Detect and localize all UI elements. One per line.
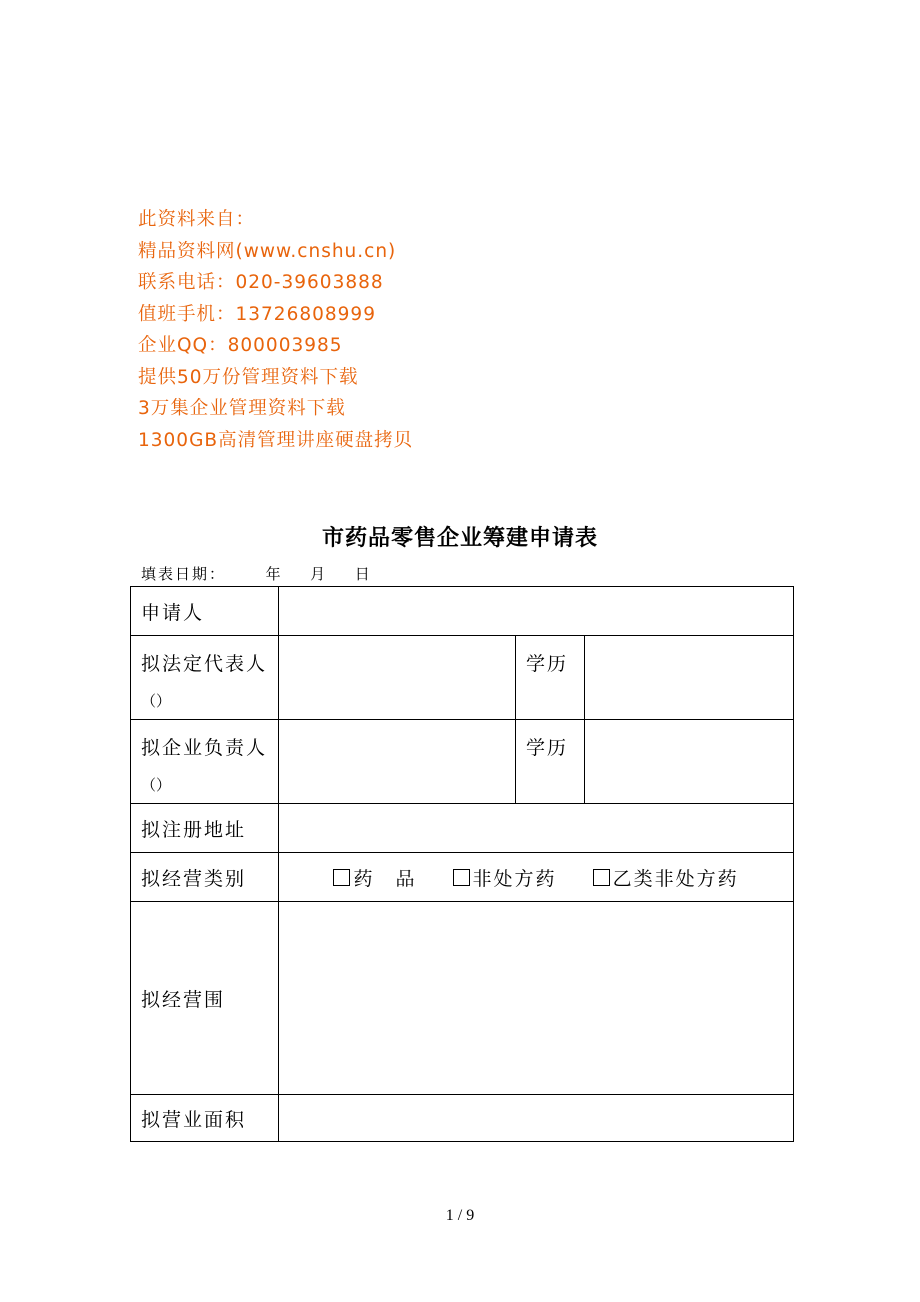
table-row xyxy=(131,636,794,720)
table-row xyxy=(131,720,794,804)
checkbox-icon[interactable] xyxy=(453,869,470,886)
legal-rep-education-field[interactable] xyxy=(585,636,794,720)
promo-line: 提供50万份管理资料下载 xyxy=(138,366,359,388)
manager-field[interactable] xyxy=(279,720,516,804)
checkbox-icon[interactable] xyxy=(593,869,610,886)
table-row xyxy=(131,902,794,1095)
promo-line: 1300GB高清管理讲座硬盘拷贝 xyxy=(138,429,414,451)
scope-label: 拟经营围 xyxy=(131,902,279,1095)
address-field[interactable] xyxy=(279,804,794,853)
application-form-table xyxy=(130,586,794,1142)
fill-date-line xyxy=(141,563,372,584)
date-day: 日 xyxy=(354,565,372,583)
education-label-cell xyxy=(516,720,585,804)
legal-rep-paren: （） xyxy=(141,692,172,710)
promo-line: 联系电话：020-39603888 xyxy=(138,272,384,293)
date-label: 填表日期： xyxy=(141,565,227,583)
category-option-class-b-otc[interactable] xyxy=(593,864,739,891)
document-title: 市药品零售企业筹建申请表 xyxy=(321,525,598,551)
manager-label: 拟企业负责人 xyxy=(141,737,268,759)
area-label: 拟营业面积 xyxy=(131,1095,279,1142)
category-option-otc[interactable] xyxy=(453,864,557,891)
manager-label-cell xyxy=(131,720,279,804)
area-field[interactable] xyxy=(279,1095,794,1142)
date-month: 月 xyxy=(310,565,328,583)
table-row xyxy=(131,587,794,636)
promo-block xyxy=(138,204,413,456)
category-options xyxy=(279,853,794,902)
education-label-cell xyxy=(516,636,585,720)
option-label: 药 品 xyxy=(353,867,417,890)
page-number: 1 / 9 xyxy=(445,1207,475,1224)
legal-rep-label-cell xyxy=(131,636,279,720)
table-row xyxy=(131,1095,794,1142)
legal-rep-label: 拟法定代表人 xyxy=(141,653,268,675)
option-label: 非处方药 xyxy=(472,867,557,890)
checkbox-icon[interactable] xyxy=(333,869,350,886)
applicant-label: 申请人 xyxy=(131,587,279,636)
promo-line: 值班手机：13726808999 xyxy=(138,303,376,325)
scope-field[interactable] xyxy=(279,902,794,1095)
address-label: 拟注册地址 xyxy=(131,804,279,853)
promo-line: 企业QQ：800003985 xyxy=(138,335,343,356)
date-year: 年 xyxy=(265,565,283,583)
legal-rep-field[interactable] xyxy=(279,636,516,720)
education-label: 学历 xyxy=(526,653,569,675)
option-label: 乙类非处方药 xyxy=(612,867,739,890)
promo-line: 精品资料网(www.cnshu.cn) xyxy=(138,240,397,262)
category-option-drugs[interactable] xyxy=(333,864,416,891)
table-row xyxy=(131,804,794,853)
promo-line: 此资料来自： xyxy=(138,209,256,230)
applicant-field[interactable] xyxy=(279,587,794,636)
manager-education-field[interactable] xyxy=(585,720,794,804)
promo-line: 3万集企业管理资料下载 xyxy=(138,398,346,419)
education-label: 学历 xyxy=(526,737,569,759)
manager-paren: （） xyxy=(141,776,172,794)
category-label: 拟经营类别 xyxy=(131,853,279,902)
table-row xyxy=(131,853,794,902)
